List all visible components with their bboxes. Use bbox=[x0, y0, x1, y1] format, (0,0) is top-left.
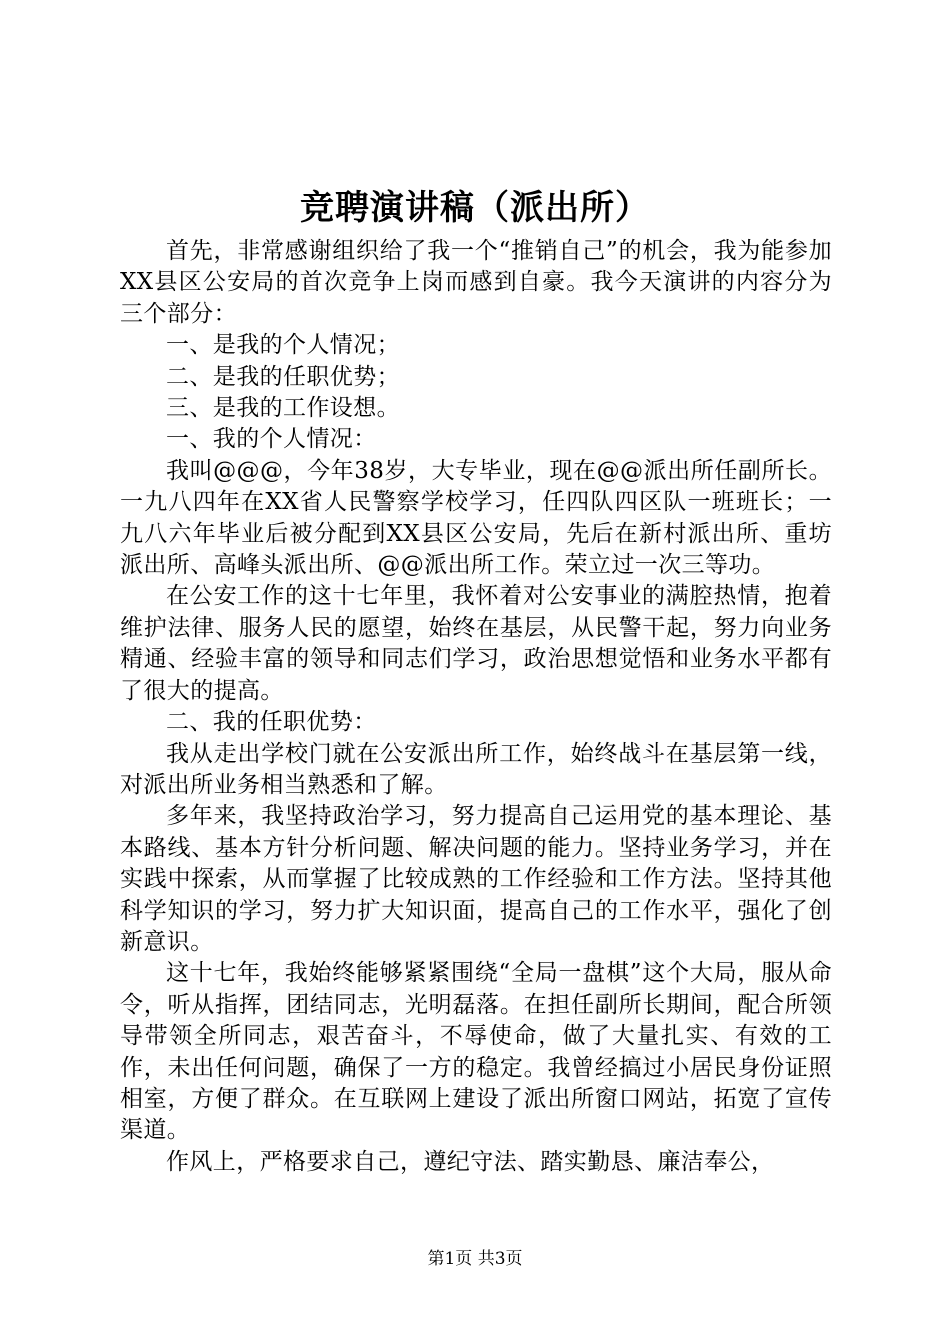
section-heading-personal: 一、我的个人情况： bbox=[166, 426, 377, 453]
document-title: 竞聘演讲稿（派出所） bbox=[300, 188, 650, 228]
paragraph-frontline: 我从走出学校门就在公安派出所工作，始终战斗在基层第一线，对派出所业务相当熟悉和了解。 bbox=[120, 740, 832, 798]
paragraph-personal-info: 我叫@@@，今年38岁，大专毕业，现在@@派出所任副所长。一九八四年在XX省人民警察学校学习，任四队四区队一班班长；一九八六年毕业后被分配到XX县区公安局，先后在新村派出所、重坊派出所、高峰头派出所、@@派出所工作。荣立过一次三等功。 bbox=[120, 457, 832, 579]
paragraph-intro: 首先，非常感谢组织给了我一个“推销自己”的机会，我为能参加XX县区公安局的首次竞争上岗而感到自豪。我今天演讲的内容分为三个部分： bbox=[120, 238, 832, 327]
paragraph-outline-3: 三、是我的工作设想。 bbox=[166, 395, 400, 422]
document-body bbox=[120, 236, 832, 1178]
paragraph-conduct: 作风上，严格要求自己，遵纪守法、踏实勤恳、廉洁奉公， bbox=[166, 1148, 775, 1175]
paragraph-study: 多年来，我坚持政治学习，努力提高自己运用党的基本理论、基本路线、基本方针分析问题、解决问题的能力。坚持业务学习，并在实践中探索，从而掌握了比较成熟的工作经验和工作方法。坚持其他科学知识的学习，努力扩大知识面，提高自己的工作水平，强化了创新意识。 bbox=[120, 803, 832, 955]
paragraph-outline-2: 二、是我的任职优势； bbox=[166, 363, 400, 390]
paragraph-achievements: 这十七年，我始终能够紧紧围绕“全局一盘棋”这个大局，服从命令，听从指挥，团结同志，光明磊落。在担任副所长期间，配合所领导带领全所同志，艰苦奋斗，不辱使命，做了大量扎实、有效的工作，未出任何问题，确保了一方的稳定。我曾经搞过小居民身份证照相室，方便了群众。在互联网上建设了派出所窗口网站，拓宽了宣传渠道。 bbox=[120, 960, 832, 1144]
paragraph-outline-1: 一、是我的个人情况； bbox=[166, 332, 400, 359]
page-number-footer: 第1页 共3页 bbox=[427, 1249, 523, 1269]
paragraph-career: 在公安工作的这十七年里，我怀着对公安事业的满腔热情，抱着维护法律、服务人民的愿望，始终在基层，从民警干起，努力向业务精通、经验丰富的领导和同志们学习，政治思想觉悟和业务水平都有了很大的提高。 bbox=[120, 583, 832, 704]
section-heading-advantages: 二、我的任职优势： bbox=[166, 709, 377, 736]
